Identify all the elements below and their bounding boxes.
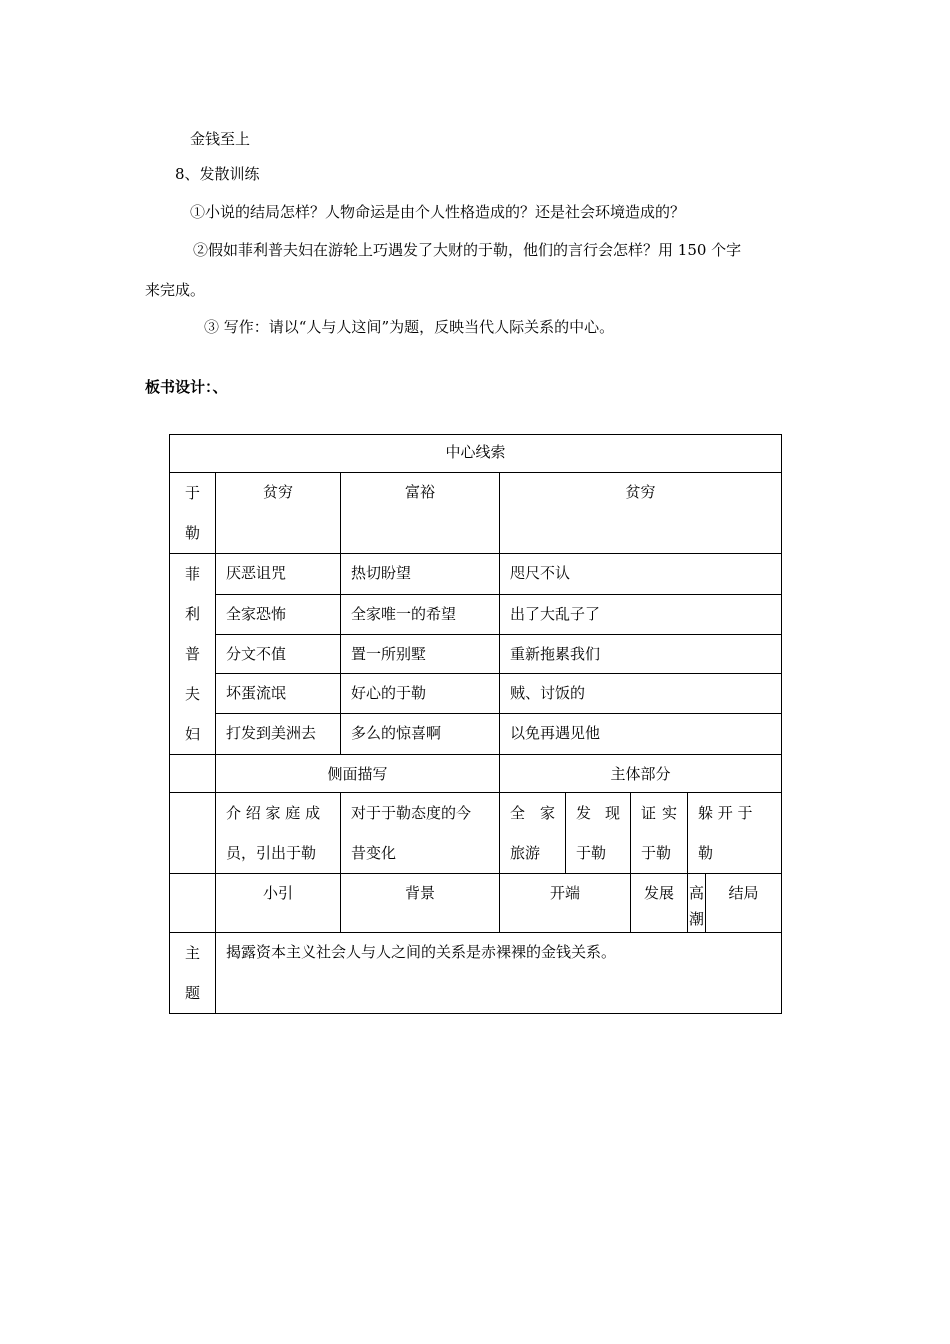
yule-label: 于 勒 xyxy=(170,473,216,554)
label-develop: 发展 xyxy=(631,874,688,933)
intro-desc: 介 绍 家 庭 成 员，引出于勒 xyxy=(216,793,341,874)
text-jinqian: 金钱至上 xyxy=(190,130,251,148)
attitude-cell: 坏蛋流氓 xyxy=(216,674,341,714)
blank-cell xyxy=(170,793,216,874)
label-climax: 高潮 xyxy=(688,874,706,933)
board-design-heading: 板书设计：、 xyxy=(145,378,228,396)
attitude-cell: 厌恶诅咒 xyxy=(216,554,341,595)
attitude-cell: 以免再遇见他 xyxy=(500,714,782,755)
attitude-cell: 好心的于勒 xyxy=(341,674,500,714)
text-question-2: ②假如菲利普夫妇在游轮上巧遇发了大财的于勒，他们的言行会怎样？用 150 个字 xyxy=(193,241,742,259)
board-table xyxy=(169,434,782,1014)
yule-rich: 富裕 xyxy=(341,473,500,554)
blank-cell xyxy=(170,874,216,933)
philippe-label: 菲 利 普 夫 妇 xyxy=(170,554,216,755)
label-background: 背景 xyxy=(341,874,500,933)
background-desc: 对于于勒态度的今 昔变化 xyxy=(341,793,500,874)
attitude-cell: 贼、讨饭的 xyxy=(500,674,782,714)
side-description: 侧面描写 xyxy=(216,755,500,793)
label-intro: 小引 xyxy=(216,874,341,933)
plot-family-trip: 全 家 旅游 xyxy=(500,793,566,874)
attitude-cell: 热切盼望 xyxy=(341,554,500,595)
blank-cell xyxy=(170,755,216,793)
attitude-cell: 出了大乱子了 xyxy=(500,594,782,634)
attitude-cell: 置一所别墅 xyxy=(341,634,500,674)
attitude-cell: 全家恐怖 xyxy=(216,594,341,634)
label-start: 开端 xyxy=(500,874,631,933)
text-question-2-cont: 来完成。 xyxy=(145,281,206,299)
attitude-cell: 全家唯一的希望 xyxy=(341,594,500,634)
attitude-cell: 咫尺不认 xyxy=(500,554,782,595)
board-title: 中心线索 xyxy=(170,435,782,473)
attitude-cell: 分文不值 xyxy=(216,634,341,674)
attitude-cell: 重新拖累我们 xyxy=(500,634,782,674)
theme-text: 揭露资本主义社会人与人之间的关系是赤裸裸的金钱关系。 xyxy=(216,933,782,1014)
plot-find-yule: 发 现 于勒 xyxy=(566,793,631,874)
theme-label: 主 题 xyxy=(170,933,216,1014)
attitude-cell: 多么的惊喜啊 xyxy=(341,714,500,755)
text-section-8: 8、发散训练 xyxy=(175,165,260,183)
plot-avoid-yule: 躲 开 于 勒 xyxy=(688,793,782,874)
text-question-3: ③ 写作：请以“人与人这间”为题，反映当代人际关系的中心。 xyxy=(204,318,615,336)
yule-poor-1: 贫穷 xyxy=(216,473,341,554)
yule-poor-2: 贫穷 xyxy=(500,473,782,554)
attitude-cell: 打发到美洲去 xyxy=(216,714,341,755)
text-question-1: ①小说的结局怎样？人物命运是由个人性格造成的？还是社会环境造成的？ xyxy=(190,203,686,221)
main-part: 主体部分 xyxy=(500,755,782,793)
label-ending: 结局 xyxy=(706,874,782,933)
plot-confirm-yule: 证 实 于勒 xyxy=(631,793,688,874)
